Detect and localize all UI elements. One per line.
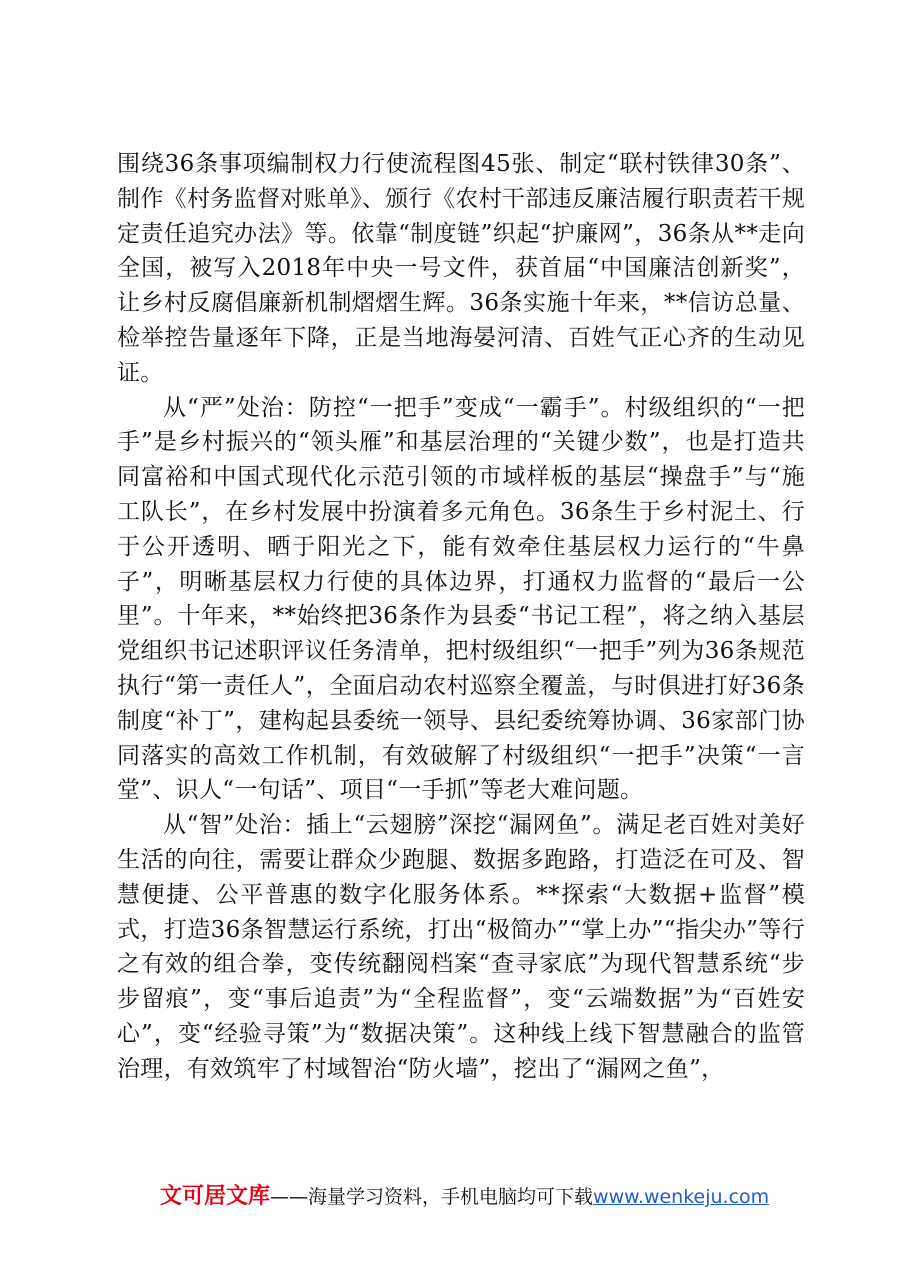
footer-slogan: ——海量学习资料，手机电脑均可下载 <box>270 1186 594 1208</box>
footer-link[interactable]: www.wenkeju.com <box>593 1186 770 1208</box>
footer-brand: 文可居文库 <box>160 1184 271 1209</box>
document-body <box>117 147 805 1087</box>
paragraph-strict-governance: 从“严”处治：防控“一把手”变成“一霸手”。村级组织的“一把手”是乡村振兴的“领头雁”和基层治理的“关键少数”，也是打造共同富裕和中国式现代化示范引领的市域样板的基层“操盘手”与“施工队长”，在乡村发展中扮演着多元角色。36条生于乡村泥土、行于公开透明、晒于阳光之下，能有效牵住基层权力运行的“牛鼻子”，明晰基层权力行使的具体边界，打通权力监督的“最后一公里”。十年来，**始终把36条作为县委“书记工程”，将之纳入基层党组织书记述职评议任务清单，把村级组织“一把手”列为36条规范执行“第一责任人”，全面启动农村巡察全覆盖，与时俱进打好36条制度“补丁”，建构起县委统一领导、县纪委统筹协调、36家部门协同落实的高效工作机制，有效破解了村级组织“一把手”决策“一言堂”、识人“一句话”、项目“一手抓”等老大难问题。 <box>117 394 805 804</box>
footer-banner <box>160 1180 780 1214</box>
paragraph-smart-governance: 从“智”处治：插上“云翅膀”深挖“漏网鱼”。满足老百姓对美好生活的向往，需要让群众少跑腿、数据多跑路，打造泛在可及、智慧便捷、公平普惠的数字化服务体系。**探索“大数据+监督”模式，打造36条智慧运行系统，打出“极简办”“掌上办”“指尖办”等行之有效的组合拳，变传统翻阅档案“查寻家底”为现代智慧系统“步步留痕”，变“事后追责”为“全程监督”，变“云端数据”为“百姓安心”，变“经验寻策”为“数据决策”。这种线上线下智慧融合的监管治理，有效筑牢了村域智治“防火墙”，挖出了“漏网之鱼”， <box>117 812 805 1082</box>
paragraph-intro: 围绕36条事项编制权力行使流程图45张、制定“联村铁律30条”、制作《村务监督对账单》、颁行《农村干部违反廉洁履行职责若干规定责任追究办法》等。依靠“制度链”织起“护廉网”，36条从**走向全国，被写入2018年中央一号文件，获首届“中国廉洁创新奖”，让乡村反腐倡廉新机制熠熠生辉。36条实施十年来，**信访总量、检举控告量逐年下降，正是当地海晏河清、百姓气正心齐的生动见证。 <box>117 151 805 386</box>
